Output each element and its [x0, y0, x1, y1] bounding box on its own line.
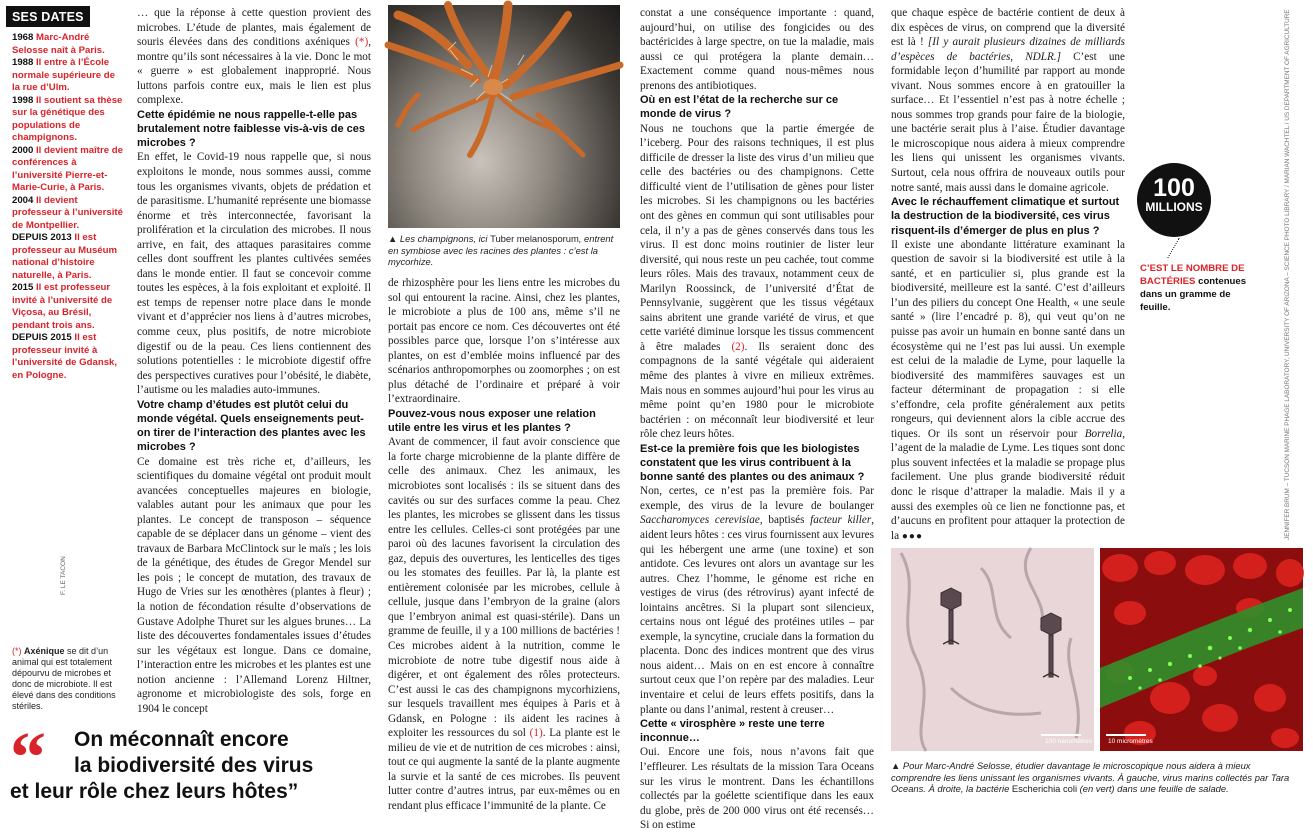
- dates-title: SES DATES: [6, 6, 90, 27]
- leaf-cells-illustration: [1100, 548, 1303, 751]
- quote-line-3: et leur rôle chez leurs hôtes”: [10, 780, 299, 803]
- article-column-3: [640, 6, 875, 832]
- date-item: 1988 Il entre à l’École normale supérieure de la rue d’Ulm.: [12, 57, 115, 93]
- paragraph: Nous ne touchons que la partie émergée de l’iceberg. Pour des raisons techniques, il est plus difficile de dresser la liste des virus d’un milieu que celle des bactéries ou des champignons. Cette difficulté vient de l’utilisation de gènes pour lister les microbes. Si les champignons ou les bactéries ont des gènes en commun qui sont utilisables pour cela, il n’y a pas de gènes conservés dans tous les virus. Il est donc moins routinier de lister leur diversité, qui nous reste un peu cachée, tout comme leurs rôles. Mais des travaux, notamment ceux de Marilyn Roossinck, de l’université d’État de Pennsylvanie, suggèrent que les tissus végétaux sains abritent une grande variété de virus, et que cette variété diminue lorsque les tissus commencent à être malades (2). Ils seraient donc des compagnons de la santé végétale qui aideraient même des plantes à vivre en milieux extrêmes. Mais nous en sommes aujourd’hui pour les virus au même point qu’en 1980 pour le microbiote bactérien : on méconnaît leur biodiversité et leur rôle chez leurs hôtes.: [640, 122, 875, 441]
- continuation-dots-icon: ●●●: [901, 530, 923, 542]
- caption-arrow-icon: ▲: [891, 760, 901, 771]
- interview-question: Cette épidémie ne nous rappelle-t-elle pas brutalement notre faiblesse vis-à-vis de ces microbes ?: [137, 108, 366, 150]
- date-item: 1968 Marc-André Selosse naît à Paris.: [12, 32, 105, 56]
- interview-question: Avec le réchauffement climatique et surtout la destruction de la biodiversité, ces virus risquent-ils d’émerger de plus en plus ?: [891, 196, 1120, 237]
- phage-illustration: [891, 548, 1094, 751]
- quote-line-1: On méconnaît encore: [74, 728, 289, 751]
- interview-question: Où en est l’état de la recherche sur ce monde de virus ?: [640, 94, 839, 121]
- photo-caption-2: ▲ Pour Marc-André Selosse, étudier davantage le microscopique nous aidera à mieux comprendre les liens unissant les organismes vivants. À gauche, virus marins collectés par Tara Oceans. À droite, la bactérie Escherichia coli (en vert) dans une feuille de salade.: [891, 760, 1290, 794]
- glossary-note: [12, 646, 124, 712]
- paragraph: de rhizosphère pour les liens entre les microbes du sol qui entourent la racine. Ainsi, chez les plantes, le microbiote a plus de 100 ans, même s’il ne portait pas encore ce nom. Ces découvertes ont été possibles parce que, lorsque l’on s’intéresse aux plantes, on est d’emblée moins influencé par des scénarios anthropomorphes ou zoomorphes ; on est plus détaché de l’ordinaire et préparé à voir l’extraordinaire.: [388, 277, 620, 406]
- photo-caption-1: ▲ Les champignons, ici Tuber melanosporum, entrent en symbiose avec les racines des plantes : c’est la mycorhize.: [388, 233, 614, 267]
- date-item: DEPUIS 2013 Il est professeur au Muséum national d’histoire naturelle, à Paris.: [12, 232, 118, 281]
- scale-label-left: 100 nanomètres: [1045, 738, 1092, 745]
- paragraph: constat a une conséquence importante : quand, aujourd’hui, on utilise des fongicides ou des bactéricides à large spectre, on tue la maladie, mais aussi ce qui protégera la plante demain… Exactement comme quand nous-mêmes nous prenons des antibiotiques.: [640, 7, 874, 92]
- ecoli-leaf-micrograph: [1100, 548, 1303, 751]
- paragraph: Il existe une abondante littérature examinant la question de savoir si la biodiversité est utile à la santé, et en particulier si, plus grande est la biodiversité, meilleure est la santé. C’est d’ailleurs l’un des piliers du concept One Health, « une seule santé » (lire l’encadré p. 8), qui veut qu’on ne puisse pas avoir un humain en bonne santé dans un écosystème qui ne l’est pas lui aussi. Un exemple est celui de la maladie de Lyme, pour laquelle la biodiversité des mammifères sauvages est un facteur déterminant de propagation : si elle s’effondre, cela profite généralement aux petits rongeurs, qui deviennent alors la cible accrue des tiques. Or ils sont un réservoir pour Borrelia, l’agent de la maladie de Lyme. Les tiques sont donc plus souvent infectées et la maladie se propage plus facilement. Une plus grande biodiversité réduit donc le risque d’attraper la maladie. Mais il y a aussi des exemples où ce lien ne fonctionne pas, et d’aucuns en profitent pour attaquer la protection de la ●●●: [891, 238, 1126, 542]
- paragraph: Non, certes, ce n’est pas la première fois. Par exemple, des virus de la levure de boulanger Saccharomyces cerevisiae, baptisés facteur killer, aident leurs hôtes : ces virus fournissent aux levures qui les hébergent une arme (une toxine) et son antidote. Ces levures ont alors un avantage sur les autres. Chez l’homme, le génome est riche en vestiges de virus (des rétrovirus) ayant infecté de lointains ancêtres. Si la plupart sont silencieux, certains nous ont légué des protéines utiles – par exemple, la syncytine, cruciale dans la formation du placenta. Donc des indices montrent que des virus nous aident… Mais on en est encore à connaître surtout ceux que l’on repère par des maladies. Leur inventaire et celui de leurs effets positifs, dans la plante ou dans l’animal, restent à creuser…: [640, 485, 874, 716]
- caption-arrow-icon: ▲: [388, 233, 398, 244]
- date-item: 1998 Il soutient sa thèse sur la génétique des populations de champignons.: [12, 94, 123, 143]
- marine-virus-micrograph: [891, 548, 1094, 751]
- paragraph: Ce domaine est très riche et, d’ailleurs, les scientifiques du domaine végétal ont produit moult avancées conceptuelles majeures en biologie, valables autant pour les animaux que pour les plantes. Le concept de transposon – séquence capable de se déplacer dans un génome – vient des travaux de Barbara McClintock sur le maïs ; les lois de la génétique, des études de Gregor Mendel sur les pois ; le concept de mutation, des travaux de Hugo de Vries sur les œnothères (plantes à fleur) ; la notion de fécondation résulte d’observations de Gustave Adolphe Thuret sur les algues brunes… La liste des découvertes fondamentales issues d’études sur les végétaux est longue. Dans ce domaine, l’interaction entre les microbes et les plantes est une notion ancienne : l’Allemand Lorenz Hiltner, agronome et microbiologiste des sols, forge en 1904 le concept: [137, 455, 371, 715]
- interview-question: Cette « virosphère » reste une terre inconnue…: [640, 718, 825, 745]
- date-item: 2015 Il est professeur invité à l’université de Viçosa, au Brésil, pendant trois ans.: [12, 282, 113, 331]
- photo-credit-right: JENNIFER BRUM – TUCSON MARINE PHAGE LABORATORY, UNIVERSITY OF ARIZONA – SCIENCE PHOTO LIBRARY / MARIAN WACHTEL / US DEPARTMENT OF AGRICULTURE: [1284, 9, 1291, 540]
- article-column-2: [388, 276, 621, 812]
- glossary-term: Axénique: [24, 646, 65, 656]
- paragraph: Oui. Encore une fois, nous n’avons fait que l’effleurer. Les résultats de la mission Tara Oceans sur les virus le montrent. Dans les échantillons collectés par la goélette scientifique dans les eaux du globe, près de 200 000 virus ont été recensés… Si on estime: [640, 746, 874, 832]
- article-column-1: [137, 6, 371, 806]
- interview-question: Pouvez-vous nous exposer une relation utile entre les virus et les plantes ?: [388, 407, 596, 435]
- badge-unit: MILLIONS: [1145, 200, 1203, 214]
- date-item: 2000 Il devient maître de conférences à l’université Pierre-et-Marie-Curie, à Paris.: [12, 144, 123, 193]
- interview-question: Est-ce la première fois que les biologistes constatent que les virus contribuent à la bonne santé des plantes ou des animaux ?: [640, 442, 865, 484]
- quote-line-2: la biodiversité des virus: [74, 754, 314, 777]
- paragraph: que chaque espèce de bactérie contient de deux à dix espèces de virus, on comprend que la diversité est là ! [Il y aurait plusieurs dizaines de milliards d’espèces de bactéries, NDLR.] C’est une formidable leçon d’humilité par rapport au monde vivant. Nous sommes encore à en gratouiller la surface… Et l’essentiel n’est pas à notre échelle ; nous sommes trop grands pour faire de la biologie, une bactérie serait plus à l’aise. Étudier davantage le microscopique nous aidera à mieux comprendre les liens qui unissent les organismes vivants. Surtout, cela nous offrira de nouveaux outils pour notre santé, mais aussi dans le domaine agricole.: [891, 7, 1125, 194]
- badge-caption: C’EST LE NOMBRE DE BACTÉRIES contenues dans un gramme de feuille.: [1140, 263, 1247, 313]
- glossary-marker: (*): [12, 646, 22, 656]
- date-item: DEPUIS 2015 Il est professeur invité à l’université de Gdansk, en Pologne.: [12, 332, 118, 381]
- badge-leader-line: [1167, 238, 1195, 258]
- paragraph: Avant de commencer, il faut avoir conscience que la forte charge microbienne de la plante diffère de celle des animaux. Chez les animaux, les microbiotes sont localisés : ils se situent dans des cavités ou sur des surfaces comme la peau. Chez les plantes, les microbes se glissent dans les tissus entre les cellules. Celles-ci sont protégées par une paroi où des lacunes favorisent la circulation des gaz, depuis des ouvertures, les lenticelles des tiges ou les stomates des feuilles. Par là, la plante est entièrement colonisée par les microbes, cellule à cellule, jusque dans l’embryon de la graine (alors que l’embryon animal est quasi-stérile). Dans un gramme de feuille, il y a 100 millions de bactéries ! Ces microbes aident à la nutrition, comme le microbiote de notre tube digestif nous aide à digérer, et ont également des rôles protecteurs. C’est aussi le cas des champignons mycorhiziens, sur lesquels travaillent mes équipes à Paris et à Gdansk, en Pologne : ils aident les racines à exploiter les ressources du sol (1). La plante est le milieu de vie et de nutrition de ces microbes : ainsi, tout ce qui augmente la santé de la plante augmente la survie et la santé de ces microbes. Ils peuvent lutter contre d’autres intrus, par eux-mêmes ou en rendant plus efficace l’immunité de la plante. Ce: [388, 436, 621, 812]
- photo-credit-left: F. LE TACON: [60, 556, 67, 595]
- article-column-4: [891, 6, 1126, 542]
- paragraph: … que la réponse à cette question provient des microbes. L’étude de plantes, mais également de souris élevées dans des conditions axéniques (*), montre qu’ils sont nécessaires à la vie. Donc le mot « guerre » est globalement inapproprié. Nous luttons parfois contre eux, mais le lien est plus complexe.: [137, 7, 371, 107]
- mycorrhiza-illustration: [388, 5, 620, 228]
- truffle-mycorrhiza-photo: [388, 5, 620, 228]
- hundred-million-badge: [1137, 163, 1211, 237]
- scale-label-right: 10 micromètres: [1108, 738, 1153, 745]
- dates-list: [12, 32, 124, 382]
- dates-sidebar: [6, 6, 124, 382]
- interview-question: Votre champ d’études est plutôt celui du monde végétal. Quels enseignements peut-on tirer de l’interaction des plantes avec les microbes ?: [137, 398, 366, 454]
- glossary-definition: se dit d’un animal qui est totalement dépourvu de microbes et donc de microbiote. Il est élevé dans des conditions stériles.: [12, 646, 116, 711]
- badge-number: 100: [1153, 174, 1195, 202]
- quote-mark: “: [10, 717, 46, 797]
- paragraph: En effet, le Covid-19 nous rappelle que, si nous exploitons le monde, nous sommes aussi, comme tous les organismes vivants, objets de prédation et de parasitisme. L’humanité représente une biomasse énorme et très interconnectée, favorisant la prolifération et la circulation des microbes. Il nous arrive, en fait, des attaques parasitaires comme celles dont souffrent les plantes cultivées semées dans le monde entier. Il faut se concevoir comme toutes les espèces, à la fois exploitant et exploité. Il est temps de repenser notre place dans le monde vivant et d’apprécier nos liens à d’autres microbes, comme ceux, plus positifs, de notre microbiote digestif ou de la peau. Ces liens contiennent des solutions potentielles : le microbiote digestif offre des perspectives curatives pour l’obésité, le diabète, l’autisme ou les maladies auto-immunes.: [137, 151, 371, 397]
- date-item: 2004 Il devient professeur à l’université de Montpellier.: [12, 194, 123, 231]
